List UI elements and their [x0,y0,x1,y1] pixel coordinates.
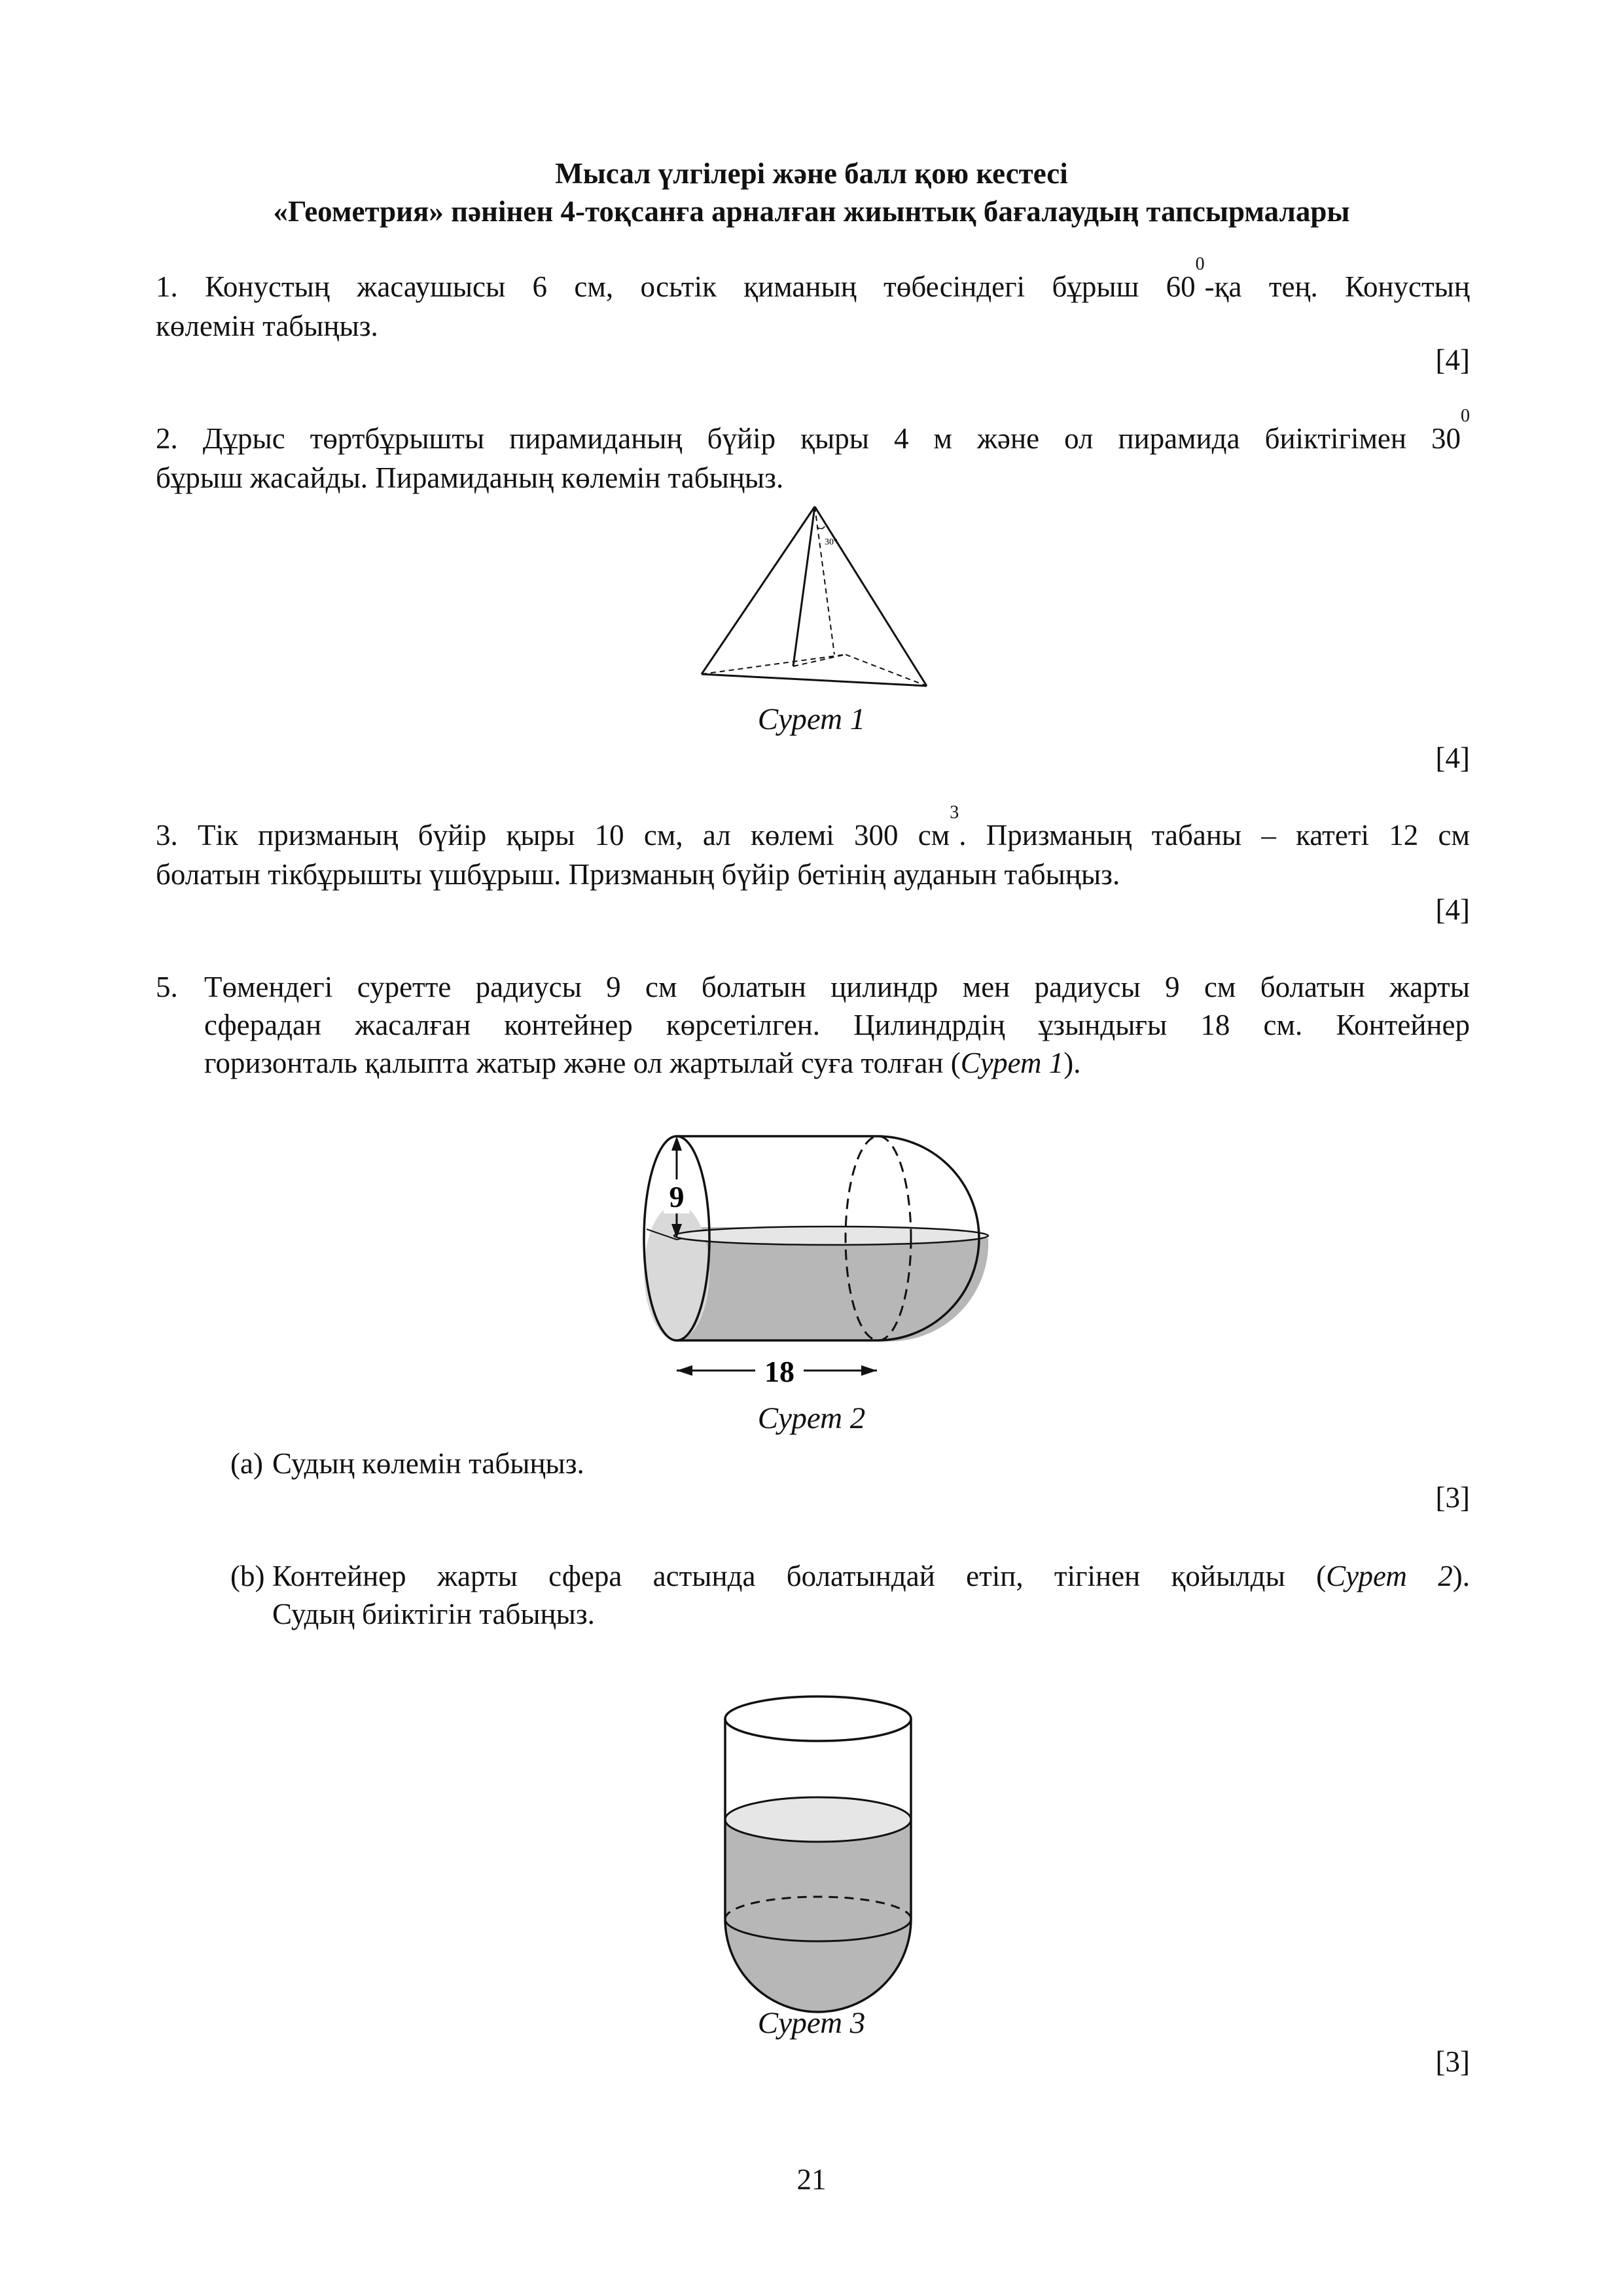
part-b-label: (b) [230,1560,265,1592]
part-a-score: [3] [1435,1481,1470,1514]
task2-score: [4] [1435,742,1470,774]
part-b-line1: Контейнер жарты сфера астында болатындай етіп, тігінен қойылды (Сурет 2). [272,1560,1470,1592]
part-b-score: [3] [1435,2045,1470,2078]
task3-line2: болатын тікбұрышты үшбұрыш. Призманың бүйір бетінің ауданын табыңыз. [156,858,1120,891]
part-b-line2: Судың биіктігін табыңыз. [272,1598,595,1630]
task1-score: [4] [1435,344,1470,376]
pyramid-angle-label: 30° [825,537,838,547]
pyramid-figure [694,503,942,699]
length-label: 18 [764,1355,794,1388]
task2-line2: бұрыш жасайды. Пирамиданың көлемін табыңыз. [156,461,784,494]
task1-line1: 1. Конустың жасаушысы 6 см, осьтік қиманың төбесіндегі бұрыш $60^0-қа$ тең. Конустың [156,254,1470,303]
radius-label: 9 [669,1180,685,1213]
figure1-caption: Сурет 1 [757,702,866,736]
task3-score: [4] [1435,893,1470,926]
task5-line1: Төмендегі суретте радиусы 9 см болатын цилиндр мен радиусы 9 см болатын жарты [204,971,1470,1003]
task5-number: 5. [156,971,178,1003]
task1-line2: көлемін табыңыз. [156,310,378,342]
task2-line1: 2. Дұрыс төртбұрышты пирамиданың бүйір қыры 4 м және ол пирамида биіктігімен $30^0$ [156,406,1470,455]
vertical-container-figure [713,1689,923,2022]
part-a-label: (a) [230,1447,263,1480]
figure3-caption: Сурет 3 [757,2006,866,2040]
page-subtitle: «Геометрия» пәнінен 4-тоқсанға арналған жиынтық бағалаудың тапсырмалары [273,195,1350,228]
task3-line1: 3. Тік призманың бүйір қыры 10 см, ал көлемі 300 $см^3$. Призманың табаны – катеті 12 см [156,802,1470,852]
page-number: 21 [796,2163,827,2196]
task5-line3: горизонталь қалыпта жатыр және ол жартылай суға толған (Сурет 1). [204,1047,1081,1079]
page-title: Мысал үлгілері және балл қою кестесі [555,157,1068,190]
horizontal-container-figure [635,1124,1001,1399]
task5-line2: сферадан жасалған контейнер көрсетілген. Цилиндрдің ұзындығы 18 см. Контейнер [204,1009,1470,1041]
part-a-text: Судың көлемін табыңыз. [272,1447,584,1480]
figure2-caption: Сурет 2 [757,1401,866,1435]
